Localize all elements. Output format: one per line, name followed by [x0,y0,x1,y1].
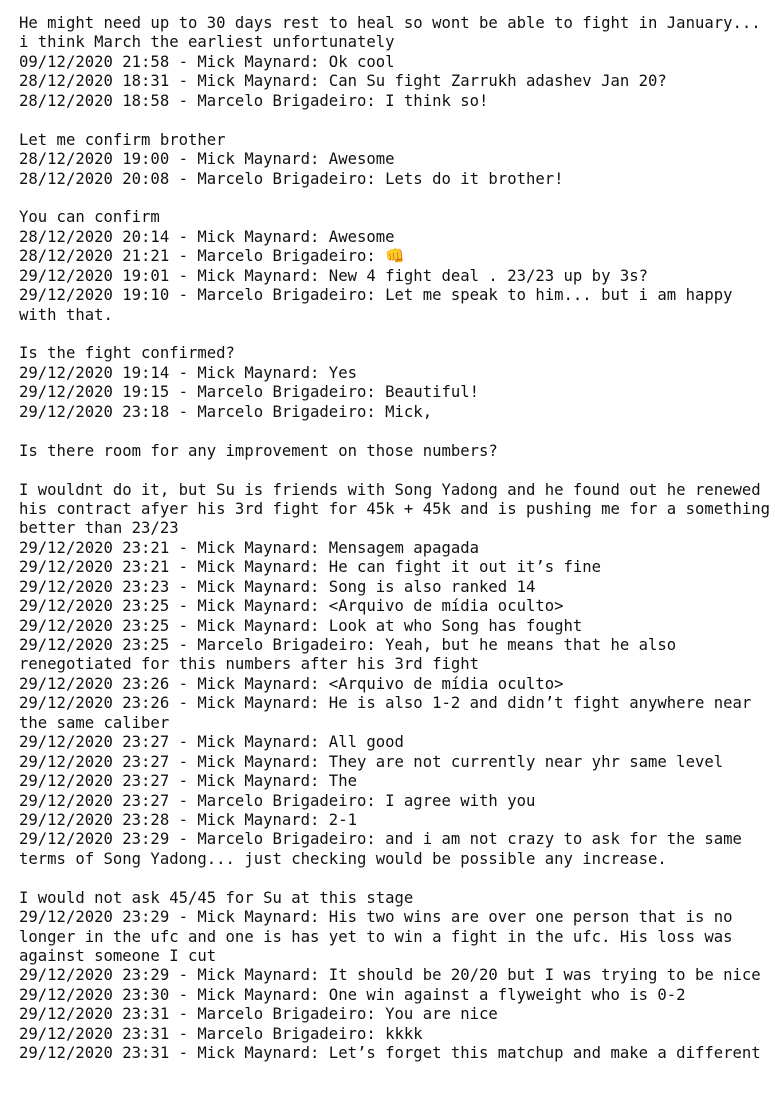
chat-line: i think March the earliest unfortunately [19,33,395,52]
chat-line: 29/12/2020 19:15 - Marcelo Brigadeiro: Beautiful! [19,383,480,402]
chat-line: 29/12/2020 23:31 - Marcelo Brigadeiro: kkkk [19,1024,423,1043]
chat-line: longer in the ufc and one is has yet to win a fight in the ufc. His loss was [19,927,733,946]
chat-line: 29/12/2020 23:29 - Marcelo Brigadeiro: and i am not crazy to ask for the same [19,830,742,849]
chat-line: his contract afyer his 3rd fight for 45k + 45k and is pushing me for a something [19,499,771,518]
chat-line: 28/12/2020 20:08 - Marcelo Brigadeiro: Lets do it brother! [19,169,564,188]
chat-line: 29/12/2020 23:18 - Marcelo Brigadeiro: Mick, [19,402,433,421]
chat-line: 29/12/2020 23:21 - Mick Maynard: He can fight it out it’s fine [19,558,602,577]
chat-line: 28/12/2020 21:21 - Marcelo Brigadeiro: 👊 [19,247,405,266]
chat-line: 29/12/2020 23:25 - Mick Maynard: Look at who Song has fought [19,616,583,635]
chat-line: terms of Song Yadong... just checking would be possible any increase. [19,849,667,868]
chat-line: 28/12/2020 18:31 - Mick Maynard: Can Su fight Zarrukh adashev Jan 20? [19,72,667,91]
chat-line: You can confirm [19,208,160,227]
chat-line: 29/12/2020 19:01 - Mick Maynard: New 4 fight deal . 23/23 up by 3s? [19,266,649,285]
chat-line: the same caliber [19,713,170,732]
chat-line: He might need up to 30 days rest to heal so wont be able to fight in January... [19,14,761,32]
chat-line: 29/12/2020 23:29 - Mick Maynard: It should be 20/20 but I was trying to be nice [19,966,761,985]
chat-line: 29/12/2020 23:26 - Mick Maynard: <Arquivo de mídia oculto> [19,674,564,693]
chat-line: Is the fight confirmed? [19,344,235,363]
chat-line: 29/12/2020 23:31 - Mick Maynard: Let’s forget this matchup and make a different [19,1044,761,1063]
chat-line: with that. [19,305,113,324]
chat-line: 29/12/2020 23:27 - Marcelo Brigadeiro: I agree with you [19,791,536,810]
blank-line [19,325,759,344]
chat-line: Let me confirm brother [19,130,226,149]
chat-line: 29/12/2020 23:27 - Mick Maynard: They are not currently near yhr same level [19,752,724,771]
chat-line: I would not ask 45/45 for Su at this stage [19,888,414,907]
chat-line: 29/12/2020 23:31 - Marcelo Brigadeiro: You are nice [19,1005,498,1024]
chat-line: I wouldnt do it, but Su is friends with Song Yadong and he found out he renewed [19,480,761,499]
blank-line [19,111,759,130]
chat-line: against someone I cut [19,947,217,965]
chat-line: 28/12/2020 20:14 - Mick Maynard: Awesome [19,227,395,246]
chat-line: 29/12/2020 23:21 - Mick Maynard: Mensagem apagada [19,538,480,557]
chat-line: 28/12/2020 18:58 - Marcelo Brigadeiro: I think so! [19,91,489,110]
chat-line: 29/12/2020 23:29 - Mick Maynard: His two wins are over one person that is no [19,908,733,927]
chat-line: 29/12/2020 23:25 - Marcelo Brigadeiro: Yeah, but he means that he also [19,636,677,654]
chat-line: 29/12/2020 23:26 - Mick Maynard: He is also 1-2 and didn’t fight anywhere near [19,694,752,713]
chat-line: 29/12/2020 19:10 - Marcelo Brigadeiro: Let me speak to him... but i am happy [19,286,733,305]
chat-line: 29/12/2020 23:27 - Mick Maynard: The [19,772,357,791]
chat-line: 29/12/2020 19:14 - Mick Maynard: Yes [19,363,357,382]
chat-line: renegotiated for this numbers after his 3rd fight [19,655,480,674]
chat-line: 28/12/2020 19:00 - Mick Maynard: Awesome [19,150,395,169]
chat-line: 29/12/2020 23:23 - Mick Maynard: Song is also ranked 14 [19,577,536,596]
blank-line [19,189,759,208]
chat-line: 29/12/2020 23:30 - Mick Maynard: One win against a flyweight who is 0-2 [19,985,686,1004]
chat-line: 29/12/2020 23:25 - Mick Maynard: <Arquivo de mídia oculto> [19,597,564,616]
blank-line [19,422,759,441]
blank-line [19,869,759,888]
chat-line: 09/12/2020 21:58 - Mick Maynard: Ok cool [19,52,395,71]
chat-log [19,14,771,1064]
blank-line [19,461,759,480]
chat-line: 29/12/2020 23:28 - Mick Maynard: 2-1 [19,810,357,829]
chat-line: better than 23/23 [19,519,179,538]
chat-line: 29/12/2020 23:27 - Mick Maynard: All good [19,733,404,752]
chat-line: Is there room for any improvement on those numbers? [19,441,498,460]
